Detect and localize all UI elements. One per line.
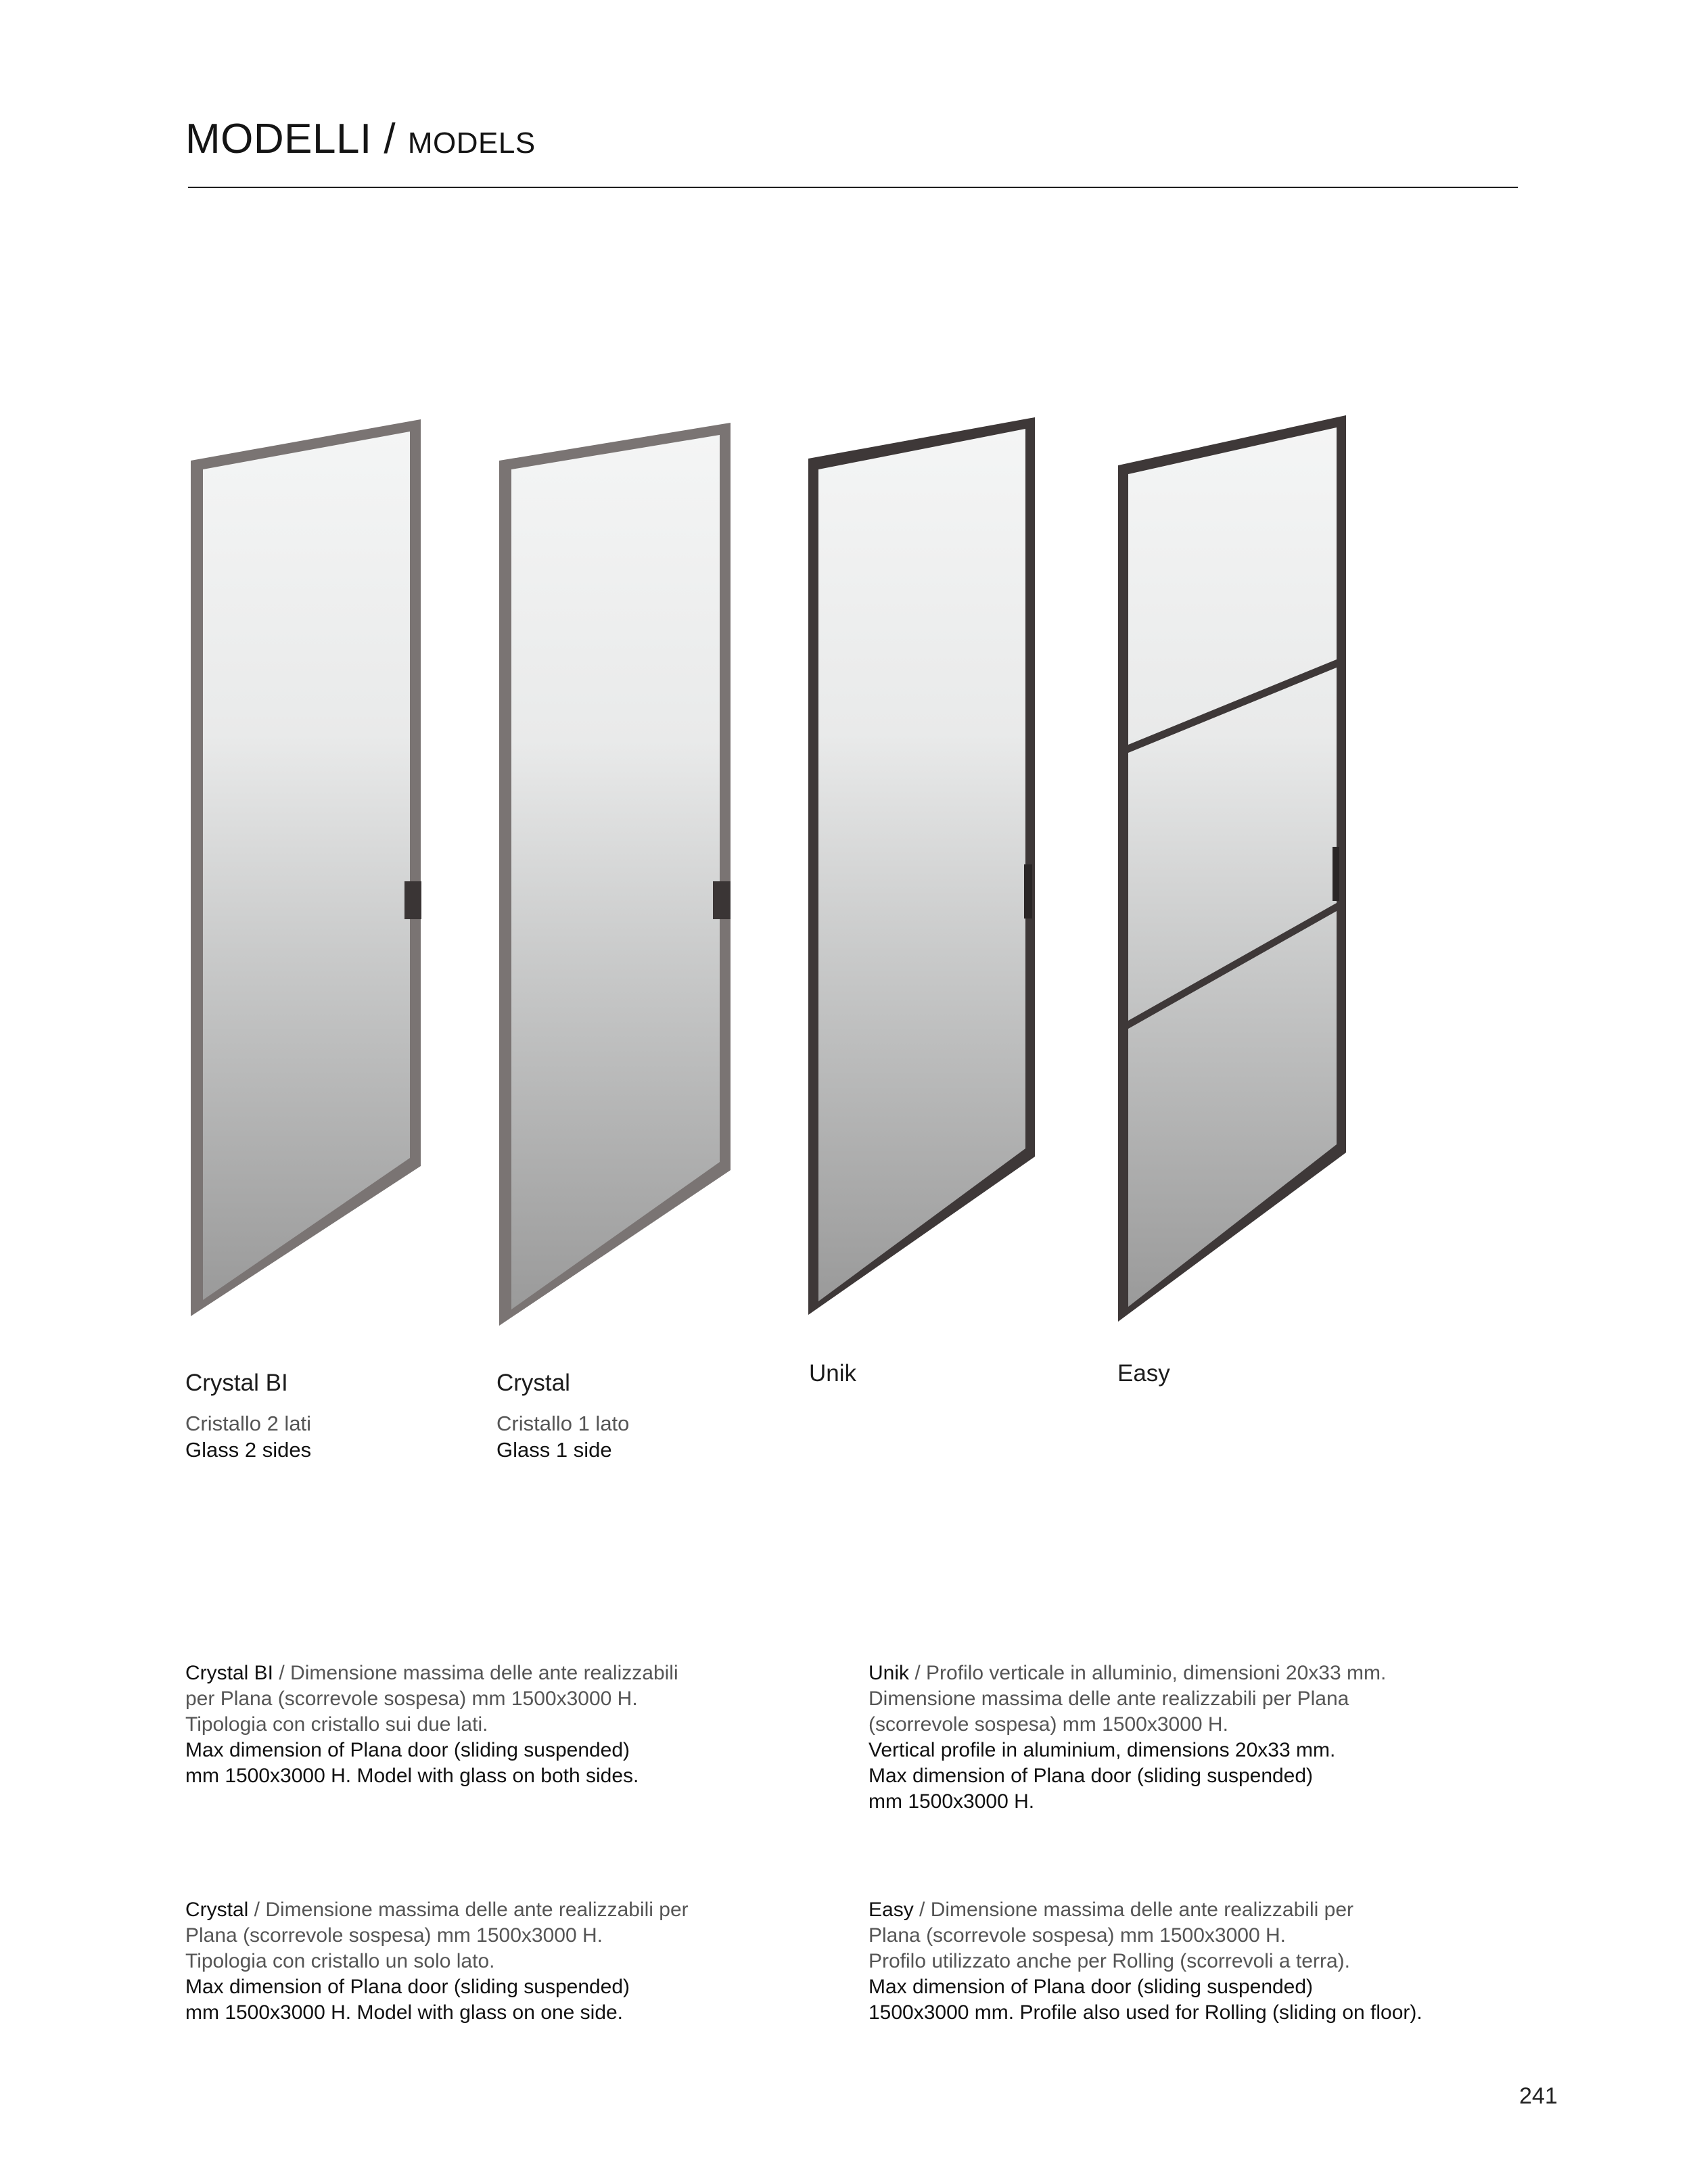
description-en-line: Max dimension of Plana door (sliding suspended) — [868, 1765, 1314, 1787]
description-it-line: per Plana (scorrevole sospesa) mm 1500x3000 H. — [185, 1688, 638, 1710]
model-label-crystal: Crystal — [496, 1370, 570, 1396]
description-it-line: Plana (scorrevole sospesa) mm 1500x3000 H. — [868, 1924, 1286, 1947]
door-handle — [404, 881, 421, 919]
description-en-line: Max dimension of Plana door (sliding suspended) — [185, 1976, 630, 1998]
description-en-line: mm 1500x3000 H. Model with glass on both sides. — [185, 1765, 639, 1787]
description-lead: / Dimensione massima delle ante realizzabili — [273, 1662, 678, 1684]
description-name: Crystal — [185, 1899, 249, 1921]
description-it-line: Plana (scorrevole sospesa) mm 1500x3000 H. — [185, 1924, 603, 1947]
description-crystal-bi — [185, 1660, 808, 1789]
description-crystal — [185, 1897, 808, 2026]
title-separator: / — [371, 116, 408, 162]
model-label-unik: Unik — [809, 1360, 857, 1387]
title-sub: MODELS — [407, 126, 536, 160]
model-sub-it-crystal: Cristallo 1 lato — [496, 1412, 630, 1435]
door-crystal — [499, 423, 731, 1326]
description-name: Crystal BI — [185, 1662, 274, 1684]
description-lead: / Dimensione massima delle ante realizzabili per — [913, 1899, 1353, 1921]
description-name: Unik — [868, 1662, 910, 1684]
description-it-line: Tipologia con cristallo sui due lati. — [185, 1713, 488, 1736]
description-name: Easy — [868, 1899, 914, 1921]
description-it-line: Profilo utilizzato anche per Rolling (scorrevoli a terra). — [868, 1950, 1350, 1972]
description-en-line: mm 1500x3000 H. Model with glass on one side. — [185, 2001, 624, 2024]
model-sub-en-crystal: Glass 1 side — [496, 1438, 612, 1462]
title-main: MODELLI — [185, 116, 372, 162]
door-crystal-bi — [191, 419, 421, 1316]
description-easy — [868, 1897, 1491, 2026]
description-it-line: Tipologia con cristallo un solo lato. — [185, 1950, 495, 1972]
door-easy — [1118, 415, 1346, 1322]
description-en-line: Max dimension of Plana door (sliding suspended) — [868, 1976, 1314, 1998]
description-lead: / Profilo verticale in alluminio, dimensioni 20x33 mm. — [909, 1662, 1387, 1684]
description-lead: / Dimensione massima delle ante realizzabili per — [248, 1899, 689, 1921]
description-it-line: (scorrevole sospesa) mm 1500x3000 H. — [868, 1713, 1228, 1736]
model-label-easy: Easy — [1117, 1360, 1170, 1387]
door-unik — [808, 417, 1035, 1315]
description-unik — [868, 1660, 1491, 1815]
model-sub-it-crystal-bi: Cristallo 2 lati — [185, 1412, 312, 1435]
model-label-crystal-bi: Crystal BI — [185, 1370, 288, 1396]
door-handle — [713, 881, 731, 919]
description-it-line: Dimensione massima delle ante realizzabili per Plana — [868, 1688, 1349, 1710]
door-handle — [1024, 864, 1032, 919]
description-en-line: mm 1500x3000 H. — [868, 1790, 1035, 1813]
description-en-line: 1500x3000 mm. Profile also used for Rolling (sliding on floor). — [868, 2001, 1422, 2024]
door-handle — [1333, 847, 1339, 901]
description-en-line: Vertical profile in aluminium, dimensions 20x33 mm. — [868, 1739, 1336, 1761]
description-en-line: Max dimension of Plana door (sliding suspended) — [185, 1739, 630, 1761]
page-number: 241 — [1519, 2083, 1558, 2109]
model-sub-en-crystal-bi: Glass 2 sides — [185, 1438, 312, 1462]
